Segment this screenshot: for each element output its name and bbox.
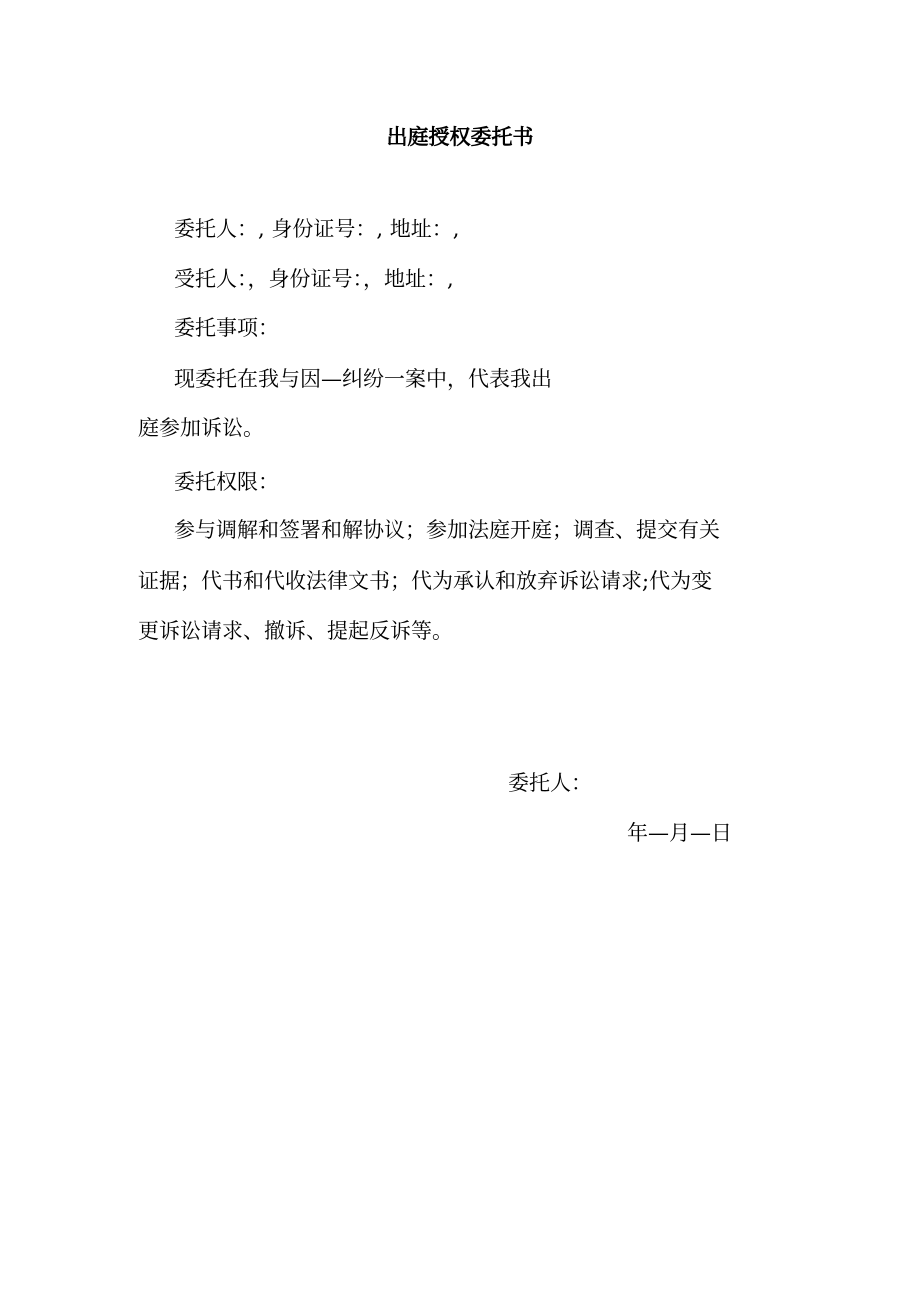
authority-text-line-3: 更诉讼请求、撤诉、提起反诉等。 (138, 619, 453, 643)
signature-label: 委托人： (508, 771, 592, 795)
principal-line: 委托人：, 身份证号：, 地址：, (174, 217, 460, 241)
authority-text-line-1: 参与调解和签署和解协议；参加法庭开庭；调查、提交有关 (174, 518, 720, 542)
matters-text-line-2: 庭参加诉讼。 (138, 416, 264, 440)
date-line: 年—月—日 (627, 821, 732, 845)
document-title: 出庭授权委托书 (386, 124, 534, 149)
authority-heading: 委托权限： (174, 470, 279, 494)
agent-line: 受托人：，身份证号：，地址：, (174, 267, 454, 291)
matters-text-line-1: 现委托在我与因—纠纷一案中，代表我出 (174, 367, 552, 391)
authority-text-line-2: 证据；代书和代收法律文书；代为承认和放弃诉讼请求;代为变 (138, 569, 713, 593)
matters-heading: 委托事项： (174, 316, 279, 340)
